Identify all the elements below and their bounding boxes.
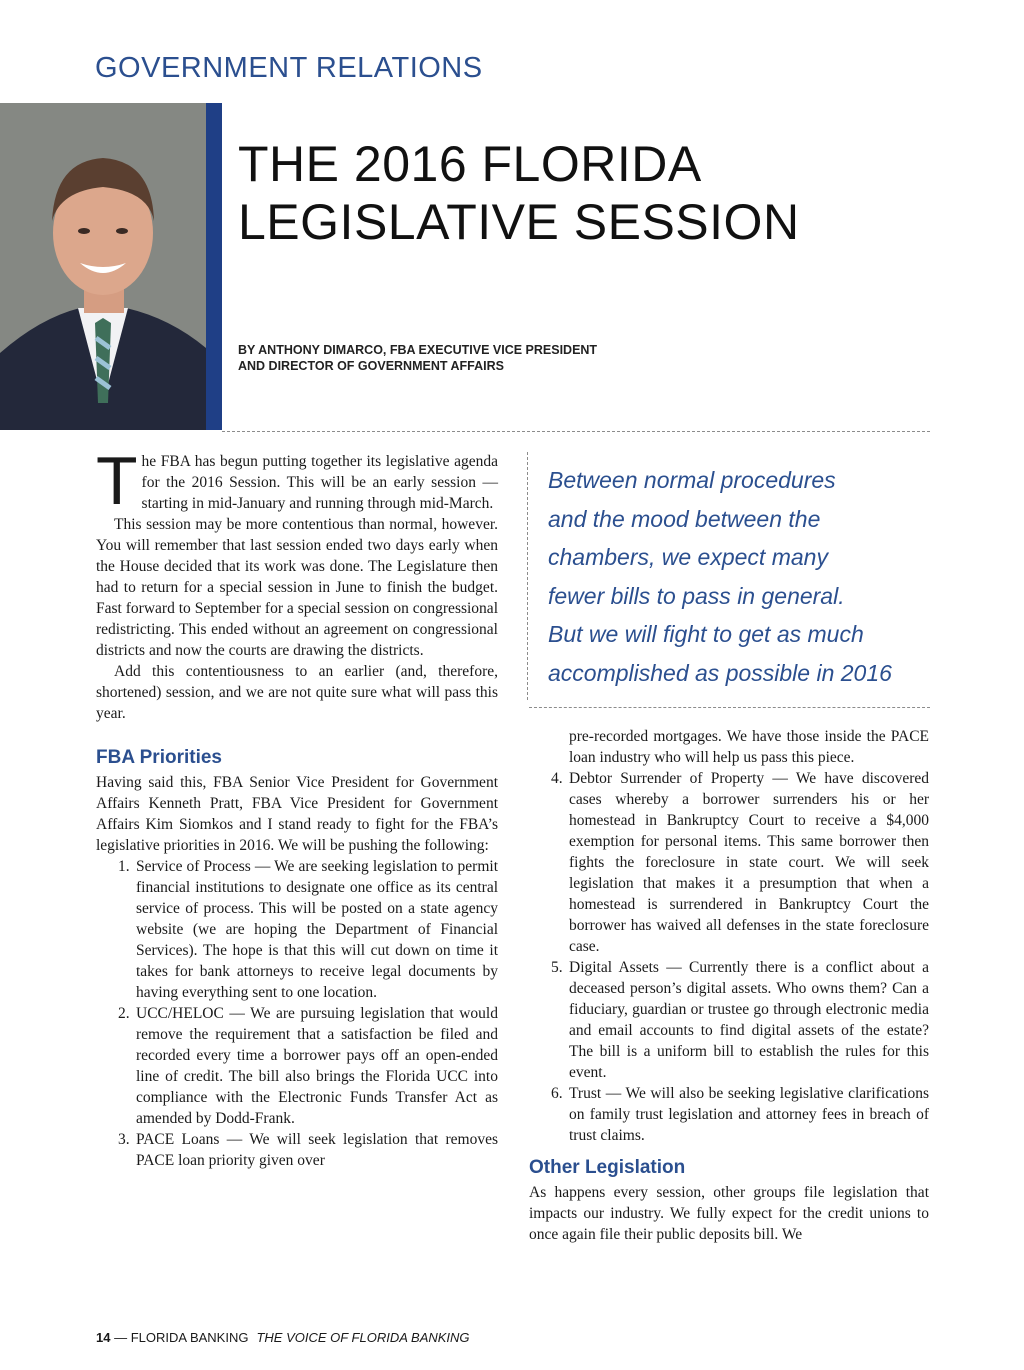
list-item bbox=[96, 856, 498, 1003]
list-item-number: 3. bbox=[118, 1131, 130, 1148]
intro-paragraph-1-text: he FBA has begun putting together its legislative agenda for the 2016 Session. This will be an early session — starting in mid-January and running through mid-March. bbox=[141, 453, 498, 512]
list-item bbox=[96, 1129, 498, 1171]
header-divider bbox=[222, 431, 930, 432]
left-column bbox=[96, 443, 498, 1171]
list-item bbox=[96, 1003, 498, 1129]
priorities-list bbox=[96, 856, 498, 1171]
other-legislation-paragraph: As happens every session, other groups file legislation that impacts our industry. We fully expect for the credit unions to once again file their public deposits bill. We bbox=[529, 1184, 929, 1243]
page-footer bbox=[96, 1330, 470, 1345]
list-item-number: 2. bbox=[118, 1005, 130, 1022]
pull-quote-line: and the mood between the bbox=[548, 505, 821, 532]
pull-quote-line: accomplished as possible in 2016 bbox=[548, 659, 892, 686]
title-line-2: LEGISLATIVE SESSION bbox=[238, 194, 800, 250]
list-item bbox=[529, 768, 929, 957]
intro-paragraph-1 bbox=[96, 443, 498, 519]
list-item-number: 1. bbox=[118, 858, 130, 875]
list-item-number: 5. bbox=[551, 959, 563, 976]
pull-quote bbox=[548, 461, 930, 692]
byline-line-2: AND DIRECTOR OF GOVERNMENT AFFAIRS bbox=[238, 359, 504, 373]
intro-paragraph-3: Add this contentiousness to an earlier (and, therefore, shortened) session, and we are not quite sure what will pass this year. bbox=[96, 663, 498, 722]
footer-dash: — bbox=[110, 1330, 131, 1345]
publication-name: FLORIDA BANKING bbox=[130, 1330, 249, 1345]
author-portrait-image bbox=[0, 103, 206, 430]
priorities-list-continued bbox=[529, 726, 929, 1146]
right-column bbox=[529, 726, 929, 1245]
list-item-number: 4. bbox=[551, 770, 563, 787]
priorities-intro: Having said this, FBA Senior Vice President for Government Affairs Kenneth Pratt, FBA Vice President for Government Affairs Kim Siomkos and I stand ready to fight for the FBA’s legislative priorities in 2016. We will be pushing the following: bbox=[96, 774, 498, 854]
pullquote-divider bbox=[527, 452, 528, 700]
list-item bbox=[529, 957, 929, 1083]
pull-quote-line: chambers, we expect many bbox=[548, 544, 828, 570]
list-item-text: Service of Process — We are seeking legislation to permit financial institutions to designate one office as its central service of process. This will be posted on a state agency website (we are hoping the Department of Financial Services). The hope is that this will cut down on time it takes for bank attorneys to receive legal documents by having everything sent to one location. bbox=[136, 858, 498, 1001]
pullquote-bottom-rule bbox=[529, 707, 930, 708]
list-item-text: Debtor Surrender of Property — We have discovered cases whereby a borrower surrenders his or her homestead in Bankruptcy Court to receive a $4,000 exemption for personal items. This same borrower then fights the foreclosure in state court. We will seek legislation that makes it a presumption that when a homestead is surrendered in Bankruptcy Court the borrower has waived all defenses in the state foreclosure case. bbox=[569, 770, 929, 955]
page-number: 14 bbox=[96, 1330, 111, 1345]
drop-cap: T bbox=[96, 443, 138, 519]
list-item-text: PACE Loans — We will seek legislation that removes PACE loan priority given over bbox=[136, 1131, 498, 1169]
list-item bbox=[529, 1083, 929, 1146]
accent-bar bbox=[206, 103, 222, 430]
section-label: GOVERNMENT RELATIONS bbox=[95, 52, 483, 84]
other-legislation-heading: Other Legislation bbox=[529, 1157, 686, 1178]
list-item-number: 6. bbox=[551, 1085, 563, 1102]
publication-tagline: THE VOICE OF FLORIDA BANKING bbox=[256, 1330, 470, 1345]
list-item-text: Trust — We will also be seeking legislative clarifications on family trust legislation and attorney fees in breach of trust claims. bbox=[569, 1085, 929, 1144]
pull-quote-line: But we will fight to get as much bbox=[548, 621, 864, 647]
intro-paragraph-2: This session may be more contentious than normal, however. You will remember that last session ended two days early when the House decided that its work was done. The Legislature then had to return for a special session in June to finish the budget. Fast forward to September for a special session on congressional redistricting. This ended without an agreement on congressional districts and now the courts are drawing the districts. bbox=[96, 516, 498, 659]
list-item-text: UCC/HELOC — We are pursuing legislation that would remove the requirement that a satisfaction be filed and recorded every time a borrower pays off an open-ended line of credit. The bill also brings the Florida UCC into compliance with the Electronic Funds Transfer Act as amended by Dodd-Frank. bbox=[136, 1005, 498, 1127]
pull-quote-line: fewer bills to pass in general. bbox=[548, 582, 845, 609]
author-photo bbox=[0, 103, 206, 430]
byline-line-1: BY ANTHONY DIMARCO, FBA EXECUTIVE VICE PRESIDENT bbox=[238, 343, 598, 357]
pull-quote-line: Between normal procedures bbox=[548, 467, 836, 493]
list-item-text: Digital Assets — Currently there is a conflict about a deceased person’s digital assets. Who owns them? Can a fiduciary, guardian or trustee go through electronic media and email accounts to find digital assets of the estate? The bill is a uniform bill to establish the rules for this event. bbox=[569, 959, 929, 1081]
byline bbox=[238, 342, 597, 374]
priorities-heading: FBA Priorities bbox=[96, 747, 222, 768]
article-title bbox=[238, 135, 800, 251]
list-item-text: pre-recorded mortgages. We have those inside the PACE loan industry who will help us pass this piece. bbox=[569, 728, 929, 766]
title-line-1: THE 2016 FLORIDA bbox=[238, 136, 702, 192]
list-item-continued bbox=[529, 726, 929, 768]
